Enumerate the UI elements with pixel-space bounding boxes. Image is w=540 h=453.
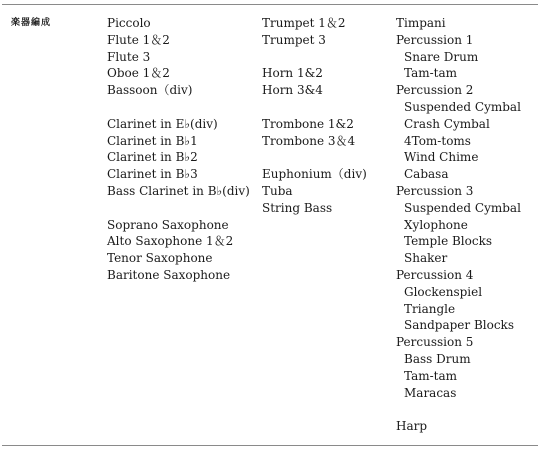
instrument-item: Sandpaper Blocks [404, 318, 514, 333]
instrument-item: 4Tom-toms [404, 133, 471, 148]
instrument-item: String Bass [262, 200, 333, 215]
spacer-line [262, 49, 367, 66]
instrument-item: Flute 3 [107, 49, 151, 64]
instrument-item: Baritone Saxophone [107, 267, 231, 282]
instrument-item: Suspended Cymbal [404, 200, 521, 215]
instrument-item: Cabasa [404, 167, 449, 182]
instrument-item: Percussion 5 [396, 335, 474, 350]
instrument-item: Maracas [404, 385, 457, 400]
instrument-item: Clarinet in E♭(div) [107, 116, 218, 131]
spacer-line [107, 200, 250, 217]
instrument-item: Tenor Saxophone [107, 251, 213, 266]
instrument-item: Snare Drum [404, 49, 479, 64]
instrument-column-percussion [396, 15, 521, 435]
spacer-line [262, 99, 367, 116]
spacer-line [107, 99, 250, 116]
instrument-item: Bass Clarinet in B♭(div) [107, 183, 250, 198]
instrument-item: Percussion 1 [396, 32, 474, 47]
instrument-item: Flute 1＆2 [107, 32, 170, 47]
instrument-item: Shaker [404, 251, 448, 266]
instrument-item: Tam-tam [404, 368, 458, 383]
instrument-item: Horn 1&2 [262, 66, 323, 81]
instrument-item: Timpani [396, 16, 446, 30]
instrument-item: Xylophone [404, 217, 468, 232]
instrument-item: Euphonium（div) [262, 167, 367, 182]
instrument-item: Percussion 3 [396, 183, 474, 198]
instrument-item: Oboe 1＆2 [107, 66, 170, 81]
spacer-line [396, 401, 521, 418]
instrument-item: Wind Chime [404, 150, 479, 165]
top-rule [2, 4, 538, 5]
instrument-item: Harp [396, 419, 428, 434]
instrument-column-brass [262, 15, 367, 217]
instrument-item: Clarinet in B♭3 [107, 167, 198, 182]
instrument-item: Percussion 2 [396, 83, 474, 98]
instrument-item: Percussion 4 [396, 267, 474, 282]
instrument-item: Trumpet 3 [262, 32, 326, 47]
instrument-item: Bass Drum [404, 351, 471, 366]
instrument-item: Clarinet in B♭2 [107, 150, 198, 165]
section-heading: 楽器編成 [11, 18, 52, 28]
instrument-item: Tuba [262, 183, 293, 198]
instrument-item: Triangle [404, 301, 456, 316]
instrument-item: Bassoon（div) [107, 83, 193, 98]
bottom-rule [2, 445, 538, 446]
instrument-item: Temple Blocks [404, 234, 493, 249]
instrument-item: Piccolo [107, 16, 151, 30]
spacer-line [262, 149, 367, 166]
instrument-item: Crash Cymbal [404, 116, 490, 131]
instrument-column-woodwinds [107, 15, 250, 284]
instrument-item: Trumpet 1＆2 [262, 16, 346, 30]
instrument-item: Alto Saxophone 1＆2 [107, 234, 234, 249]
instrument-item: Soprano Saxophone [107, 217, 229, 232]
instrument-item: Trombone 1&2 [262, 116, 354, 131]
instrument-item: Clarinet in B♭1 [107, 133, 198, 148]
instrument-item: Suspended Cymbal [404, 99, 521, 114]
instrument-item: Glockenspiel [404, 284, 483, 299]
instrument-item: Tam-tam [404, 66, 458, 81]
instrument-item: Trombone 3＆4 [262, 133, 356, 148]
instrument-item: Horn 3&4 [262, 83, 323, 98]
